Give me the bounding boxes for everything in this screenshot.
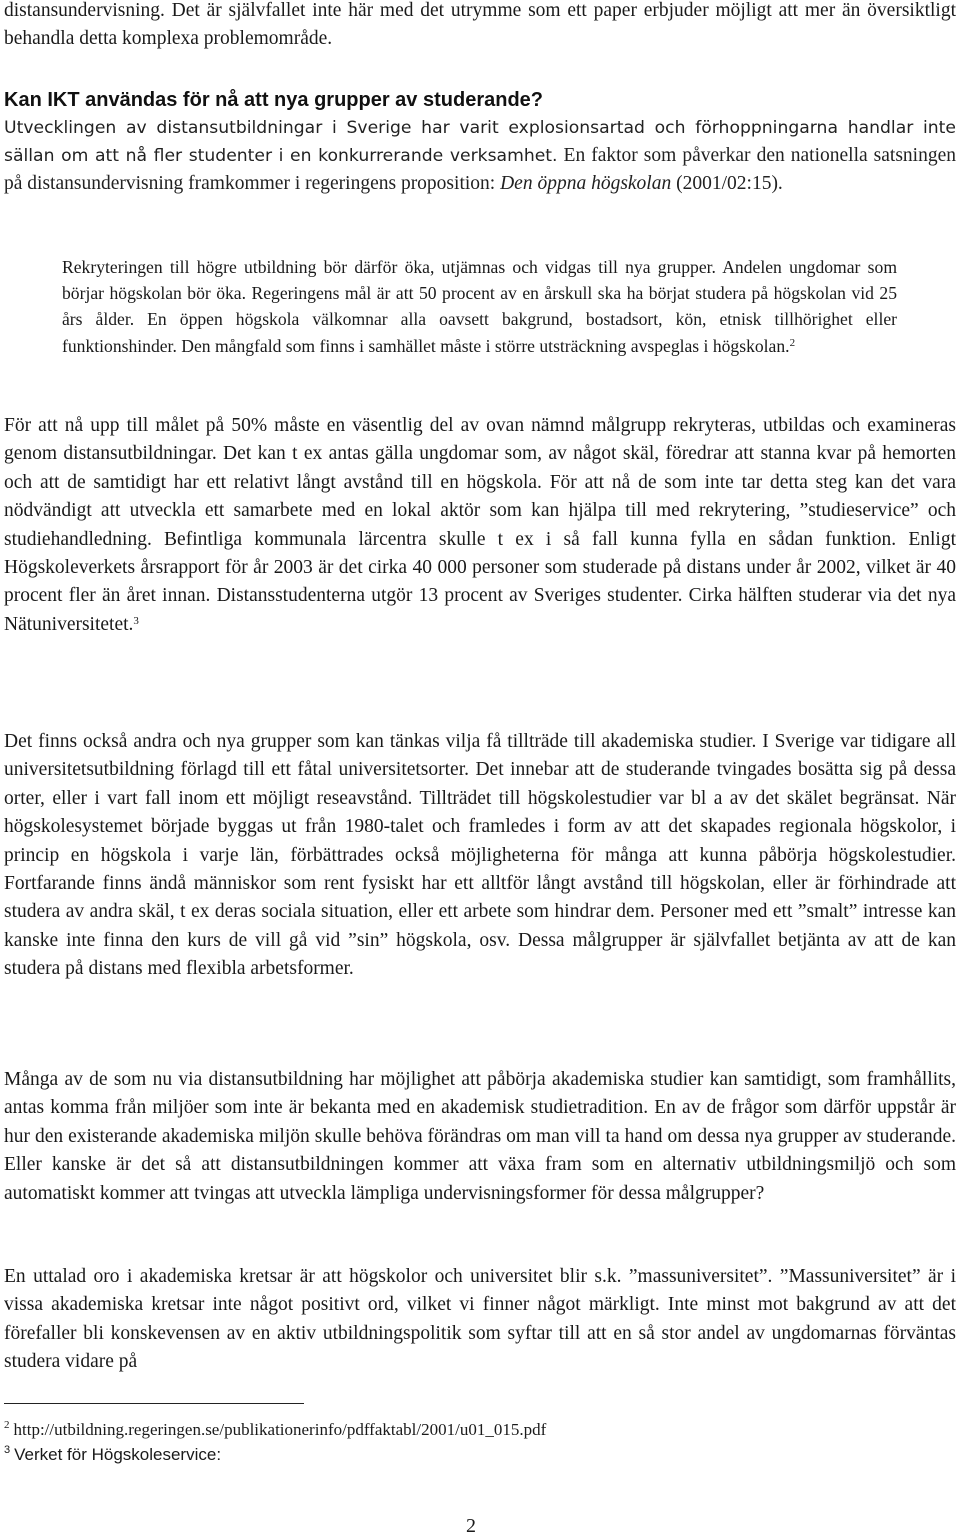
block-quote <box>62 254 897 359</box>
quote-text: Rekryteringen till högre utbildning bör därför öka, utjämnas och vidgas till nya grupper. Andelen ungdomar som börjar högskolan bör öka. Regeringens mål är att 50 procent av en årskull ska ha börjat studera på högskolan vid 25 års ålder. En öppen högskola välkomnar alla oavsett bakgrund, bostadsort, kön, etnisk tillhörighet eller funktionshinder. Den mångfald som finns i samhället måste i större utsträckning avspeglas i högskolan. <box>62 257 897 356</box>
footnote-3-text: Verket för Högskoleservice: <box>14 1445 222 1464</box>
footnote-2-mark: 2 <box>4 1419 10 1431</box>
proposition-title: Den öppna högskolan <box>500 173 672 194</box>
proposition-number: (2001/02:15). <box>671 173 783 194</box>
footnote-ref-3[interactable]: 3 <box>133 614 139 627</box>
lead-paragraph <box>4 114 956 198</box>
paragraph-2: Det finns också andra och nya grupper som kan tänkas vilja få tillträde till akademiska studier. I Sverige var tidigare all universitetsutbildning förlagd till ett fåtal universitetsorter. Det innebar att de studerande tvingades bosätta sig på dessa orter, eller i vart fall inom ett möjligt reseavstånd. Tillträdet till högskolestudier var bl a av det skälet begränsat. När högskolesystemet började byggas ut från 1980-talet och framledes i form av att det skapades regionala högskolor, i princip en högskola i varje län, förbättrades också möjligheterna för många att kunna påbörja högskolestudier. Fortfarande finns ändå människor som rent fysiskt har ett alltför långt avstånd till högskolan, eller är förhindrade att studera av andra skäl, t ex deras sociala situation, eller ett arbete som hindrar dem. Personer med ett ”smalt” intresse kan kanske inte finna den kurs de vill gå vid ”sin” högskola, osv. Dessa målgrupper är självfallet betjänta av att de kan studera på distans med flexibla arbetsformer. <box>4 731 956 980</box>
section-heading: Kan IKT användas för nå att nya grupper av studerande? <box>4 89 544 111</box>
paragraph-1-text: För att nå upp till målet på 50% måste en väsentlig del av ovan nämnd målgrupp rekryteras, utbildas och examineras genom distansutbildningar. Det kan t ex antas gälla ungdomar som, av något skäl, föredrar att stanna kvar på hemorten och att de samtidigt har ett relativt långt avstånd till en högskola. För att nå de som inte tar detta steg kan det vara nödvändigt att utveckla ett samarbete med en lokal aktör som kan hjälpa till med rekrytering, ”studieservice” och studiehandledning. Befintliga kommunala lärcentra skulle t ex i så fall kunna fylla en sådan funktion. Enligt Högskoleverkets årsrapport för år 2003 är det cirka 40 000 personer som studerade på distans under år 2002, vilket är 40 procent fler än året innan. Distansstudenterna utgör 13 procent av Sveriges studenter. Cirka hälften studerar via det nya Nätuniversitetet. <box>4 415 956 635</box>
paragraph-4: En uttalad oro i akademiska kretsar är att högskolor och universitet blir s.k. ”massuniversitet”. ”Massuniversitet” är i vissa akademiska kretsar inte något positivt ord, vilket vi finner något märkligt. Inte minst mot bakgrund av att det förefaller bli konskevensen av en aktiv utbildningspolitik som syftar till att en så stor andel av ungdomarnas förväntas studera vidare på <box>4 1266 956 1373</box>
paragraph-1 <box>4 412 956 639</box>
lead-paragraph-sans-text: Utvecklingen av distansutbildningar i Sverige har varit explosionsartad och förhoppningarna handlar inte sällan om att nå fler studenter i en konkurrerande verksamhet. <box>4 118 956 166</box>
footnote-ref-2[interactable]: 2 <box>789 336 796 349</box>
paragraph-3: Många av de som nu via distansutbildning har möjlighet att påbörja akademiska studier kan samtidigt, som framhållits, antas komma från miljöer som inte är bekanta med en akademisk studietradition. En av de frågor som därför uppstår är hur den existerande akademiska miljön skulle behöva förändras om man vill ta hand om dessa nya grupper av studerande. Eller kanske är det så att distansutbildningen kommer att växa fram som en alternativ utbildningsmiljö och som automatiskt kommer att tvingas att utveckla lämpliga undervisningsformer för dessa målgrupper? <box>4 1069 956 1204</box>
footnote-3-mark: 3 <box>4 1444 11 1456</box>
footnote-divider <box>4 1403 304 1404</box>
page-number: 2 <box>466 1515 476 1537</box>
footnote-3 <box>4 1444 221 1466</box>
footnote-2 <box>4 1419 546 1441</box>
intro-paragraph: distansundervisning. Det är självfallet inte här med det utrymme som ett paper erbjuder möjligt att mer än översiktligt behandla detta komplexa problemområde. <box>4 0 956 50</box>
footnote-2-link[interactable]: http://utbildning.regeringen.se/publikationerinfo/pdffaktabl/2001/u01_015.pdf <box>13 1420 547 1439</box>
lead-paragraph-serif-text: En faktor som påverkar den nationella satsningen på distansundervisning framkommer i regeringens proposition: <box>4 145 956 194</box>
